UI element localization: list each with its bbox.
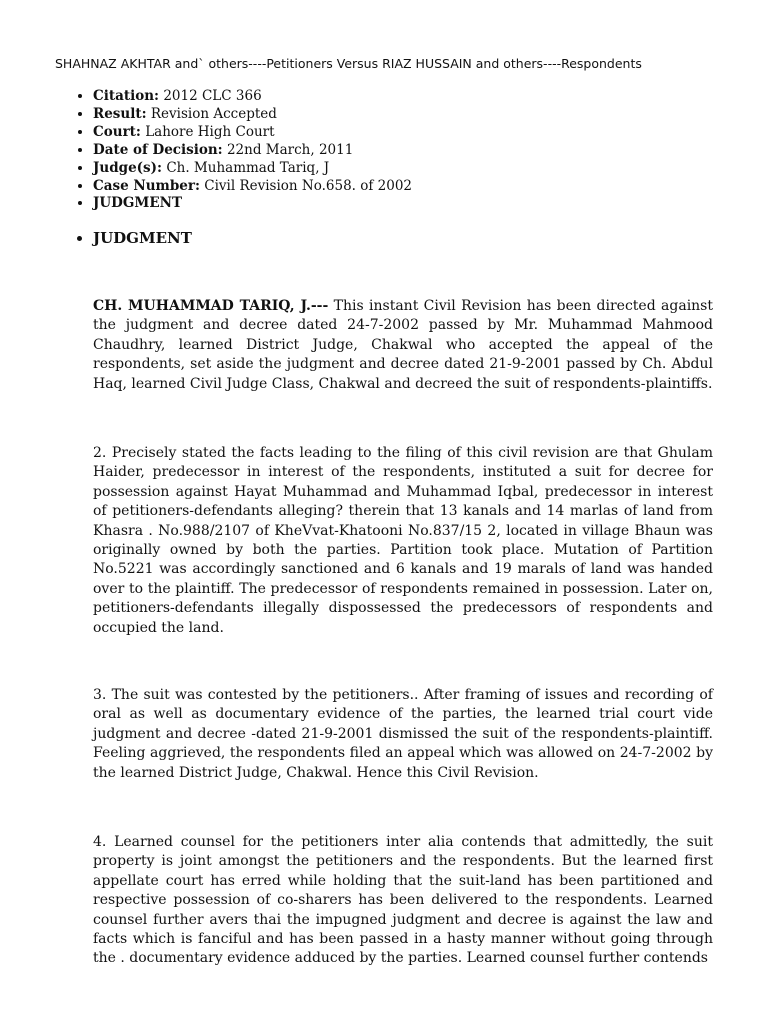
case-number-value: Civil Revision No.658. of 2002 [204, 177, 413, 194]
judges-item [93, 160, 412, 178]
judgment-item-label: JUDGMENT [93, 195, 183, 212]
date-item [93, 142, 412, 160]
result-item [93, 106, 412, 124]
judgment-heading: • JUDGMENT [93, 228, 192, 248]
case-title: SHAHNAZ AKHTAR and` others----Petitioners Versus RIAZ HUSSAIN and others----Respondents [55, 56, 642, 71]
citation-value: 2012 CLC 366 [163, 88, 262, 104]
result-label: Result: [93, 105, 147, 122]
citation-item [93, 88, 412, 106]
paragraph-1 [93, 297, 713, 394]
paragraph-1-text: This instant Civil Revision has been directed against the judgment and decree dated 24-7-2002 passed by Mr. Muhammad Mahmood Chaudhry, learned District Judge, Chakwal who accepted the appeal of the respondents, set aside the judgment and decree dated 21-9-2001 passed by Ch. Abdul Haq, learned Civil Judge Class, Chakwal and decreed the suit of respondents-plaintiffs. [93, 298, 713, 392]
citation-label: Citation: [93, 88, 160, 104]
result-value: Revision Accepted [150, 105, 277, 122]
court-value: Lahore High Court [145, 123, 275, 140]
paragraph-2: 2. Precisely stated the facts leading to the filing of this civil revision are that Ghulam Haider, predecessor in interest of the respondents, instituted a suit for decree for possession against Hayat Muhammad and Muhammad Iqbal, predecessor in interest of petitioners-defendants alleging? therein that 13 kanals and 14 marlas of land from Khasra . No.988/2107 of KheVvat-Khatooni No.837/15 2, located in village Bhaun was originally owned by both the parties. Partition took place. Mutation of Partition No.5221 was accordingly sanctioned and 6 kanals and 19 marals of land was handed over to the plaintiff. The predecessor of respondents remained in possession. Later on, petitioners-defendants illegally dispossessed the predecessors of respondents and occupied the land. [93, 445, 713, 636]
case-metadata-list [75, 88, 412, 213]
court-item [93, 124, 412, 142]
judge-name: CH. MUHAMMAD TARIQ, J.--- [93, 298, 329, 314]
paragraph-4: 4. Learned counsel for the petitioners inter alia contends that admittedly, the suit property is joint amongst the petitioners and the respondents. But the learned first appellate court has erred while holding that the suit-land has been partitioned and respective possession of co-sharers has been delivered to the respondents. Learned counsel further avers thai the impugned judgment and decree is against the law and facts which is fanciful and has been passed in a hasty manner without going through the . documentary evidence adduced by the parties. Learned counsel further contends [93, 834, 713, 967]
judgment-item [93, 195, 412, 213]
date-label: Date of Decision: [93, 141, 223, 158]
judges-label: Judge(s): [93, 159, 163, 176]
case-number-label: Case Number: [93, 177, 200, 194]
case-number-item [93, 178, 412, 196]
judges-value: Ch. Muhammad Tariq, J [166, 159, 330, 176]
paragraph-3: 3. The suit was contested by the petitioners.. After framing of issues and recording of oral as well as documentary evidence of the parties, the learned trial court vide judgment and decree -dated 21-9-2001 dismissed the suit of the respondents-plaintiff. Feeling aggrieved, the respondents filed an appeal which was allowed on 24-7-2002 by the learned District Judge, Chakwal. Hence this Civil Revision. [93, 687, 713, 781]
court-label: Court: [93, 123, 141, 140]
judgment-heading-list [75, 228, 192, 248]
date-value: 22nd March, 2011 [226, 141, 354, 158]
